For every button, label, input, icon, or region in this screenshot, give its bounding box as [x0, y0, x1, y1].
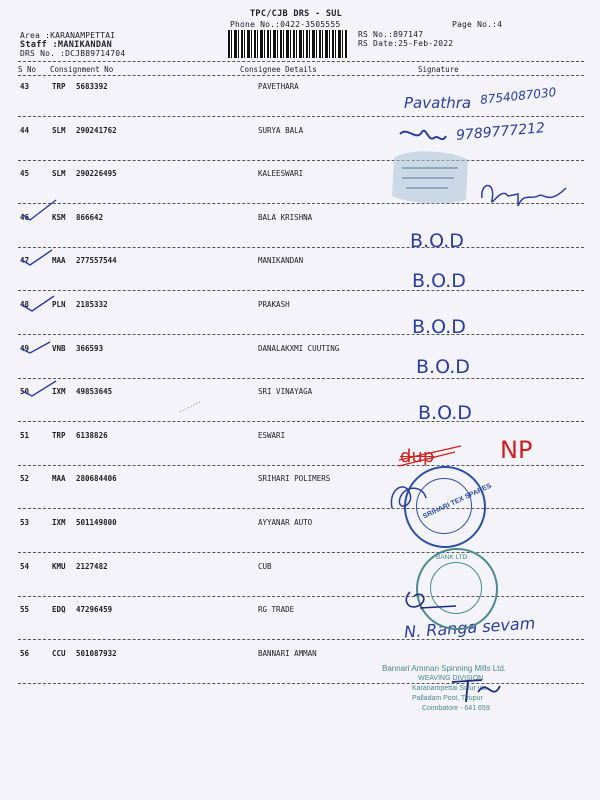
row-consignment-number: 501149800 [76, 518, 117, 527]
row-sno: 51 [20, 430, 30, 440]
row-sno: 52 [20, 474, 30, 484]
row-sno: 50 [20, 387, 30, 397]
bod-48: B.O.D [412, 316, 466, 338]
row-sno: 46 [20, 212, 30, 222]
row-consignee-name: PAVETHARA [258, 82, 299, 91]
row-consignment-code: KSM [52, 212, 66, 222]
row-sno: 47 [20, 256, 30, 266]
check-icon [22, 296, 54, 311]
stamp-56-line1: Bannari Amman Spinning Mills Ltd. [382, 664, 507, 673]
row-consignment-code: PLN [52, 300, 66, 309]
row-consignee-name: SRIHARI POLIMERS [258, 474, 331, 484]
row-consignment-code: TRP [52, 82, 66, 91]
row-consignment-code: EDQ [52, 605, 66, 615]
row-consignee-name: DANALAKXMI CUUTING [258, 343, 340, 353]
row-consignee-name: SURYA BALA [258, 125, 304, 135]
signature-52 [386, 478, 430, 518]
row-consignment-number: 2127482 [76, 561, 108, 571]
report-title: TPC/CJB DRS - SUL [250, 9, 343, 19]
row-consignee-name: CUB [258, 561, 272, 571]
check-icon [22, 342, 50, 353]
signature-43: Pavathra [404, 94, 472, 112]
stamp-45 [388, 148, 472, 206]
check-icon [22, 381, 56, 396]
row-consignment-number: 49853645 [76, 387, 113, 397]
row-sno: 54 [20, 561, 30, 571]
stamp-56-line5: Coimbatore - 641 659 [422, 705, 490, 712]
col-consignee: Consignee Details [240, 65, 317, 74]
row-consignee-name: BANNARI AMMAN [258, 648, 317, 658]
row-consignment-code: VNB [52, 343, 66, 353]
signature-54 [400, 586, 460, 616]
row-sno: 53 [20, 518, 30, 527]
row-sno: 49 [20, 343, 30, 353]
red-scribble [395, 440, 465, 470]
rs-date: RS Date:25-Feb-2022 [358, 39, 454, 48]
bod-46: B.O.D [410, 230, 464, 252]
row-consignment-number: 2185332 [76, 300, 108, 309]
phone-number: Phone No.:0422-3505555 [230, 20, 341, 29]
drs-number: DRS No. :DCJB89714704 [20, 49, 126, 58]
check-icon [22, 250, 52, 265]
row-consignment-number: 501087932 [76, 648, 117, 658]
rs-number: RS No.:897147 [358, 30, 424, 39]
bod-47: B.O.D [412, 270, 466, 292]
row-consignee-name: SRI VINAYAGA [258, 387, 313, 397]
row-consignment-code: MAA [52, 256, 66, 266]
col-consignment: Consignment No [50, 65, 114, 74]
signature-56 [448, 672, 508, 706]
page-number: Page No.:4 [452, 20, 503, 29]
row-consignee-name: ESWARI [258, 430, 286, 440]
row-consignment-number: 366593 [76, 343, 104, 353]
phone-43: 8754087030 [479, 85, 557, 107]
row-consignment-number: 277557544 [76, 256, 117, 266]
check-icon [22, 200, 56, 220]
stamp-56-line4: Palladam Post, Tirupur [412, 695, 483, 702]
row-consignment-code: TRP [52, 430, 66, 440]
signature-44 [398, 124, 448, 150]
row-consignee-name: KALEESWARI [258, 169, 304, 179]
stamp-56-line2: WEAVING DIVISION [418, 675, 484, 682]
row-consignment-number: 5683392 [76, 82, 108, 91]
dup-51: dup [400, 446, 435, 467]
row-consignment-code: IXM [52, 387, 66, 397]
np-51: NP [500, 436, 533, 464]
row-consignment-code: IXM [52, 518, 66, 527]
area-field: Area :KARANAMPETTAI [20, 31, 116, 40]
row-consignee-name: MANIKANDAN [258, 256, 304, 266]
row-sno: 55 [20, 605, 30, 615]
phone-44: 9789777212 [455, 120, 546, 144]
stamp-52-text: SRIHARI TEX SPARES [422, 482, 493, 521]
row-consignment-number: 290241762 [76, 125, 117, 135]
row-consignee-name: RG TRADE [258, 605, 295, 615]
row-consignment-code: SLM [52, 125, 66, 135]
row-consignment-code: CCU [52, 648, 66, 658]
row-consignment-number: 290226495 [76, 169, 117, 179]
signature-45 [478, 178, 570, 212]
col-signature: Signature [418, 65, 459, 74]
row-consignee-name: PRAKASH [258, 300, 290, 309]
bod-49: B.O.D [416, 356, 470, 378]
row-consignee-name: BALA KRISHNA [258, 212, 313, 222]
row-sno: 45 [20, 169, 30, 179]
row-consignment-code: SLM [52, 169, 66, 179]
row-consignment-number: 866642 [76, 212, 104, 222]
col-sno: S No [18, 65, 37, 74]
bod-50: B.O.D [418, 402, 472, 424]
row-consignment-code: KMU [52, 561, 66, 571]
row-consignment-number: 6138826 [76, 430, 108, 440]
row-sno: 43 [20, 82, 30, 91]
row-consignment-number: 47296459 [76, 605, 113, 615]
signature-55: N. Ranga sevam [403, 613, 536, 642]
row-consignment-number: 280684406 [76, 474, 117, 484]
stray-mark [180, 402, 200, 412]
row-consignment-code: MAA [52, 474, 66, 484]
row-consignee-name: AYYANAR AUTO [258, 518, 313, 527]
row-sno: 44 [20, 125, 30, 135]
staff-field: Staff :MANIKANDAN [20, 40, 113, 50]
stamp-56-line3: Karanampettai Sulur via [412, 685, 487, 692]
row-sno: 56 [20, 648, 30, 658]
row-sno: 48 [20, 300, 30, 309]
stamp-54-text: BANK LTD [436, 554, 468, 561]
